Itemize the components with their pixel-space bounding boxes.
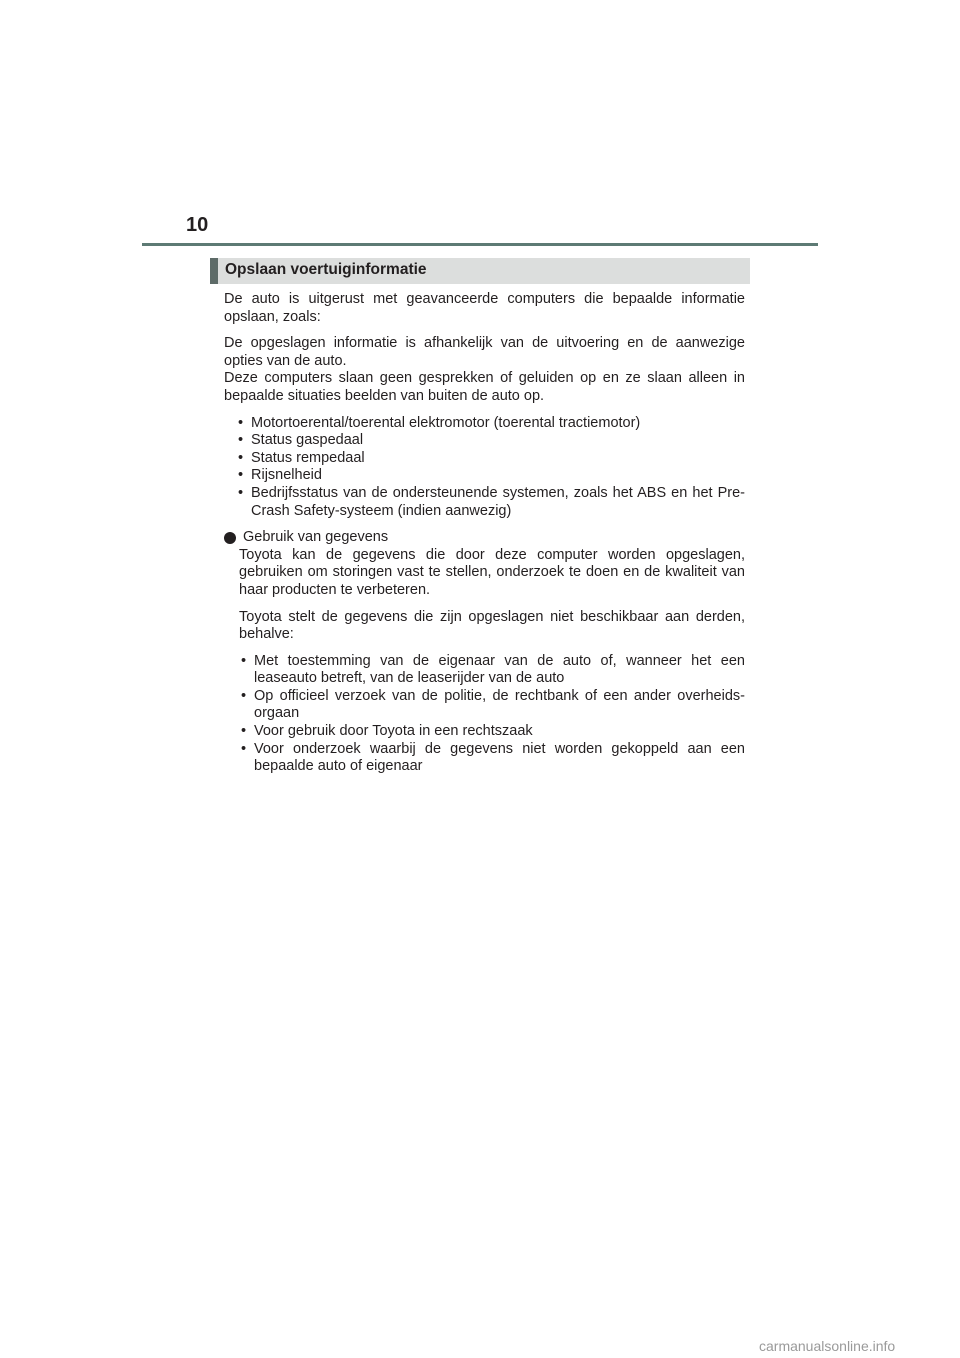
list-item: • Bedrijfsstatus van de ondersteunende systemen, zoals het ABS en het Pre-Crash Safety-systeem (indien aanwezig): [238, 484, 745, 519]
section-header: [210, 258, 750, 284]
intro-paragraph: De auto is uitgerust met geavanceerde computers die bepaalde informatie opslaan, zoals:: [224, 291, 745, 325]
usage-heading: Gebruik van gegevens: [224, 529, 745, 547]
filled-circle-icon: [224, 532, 236, 544]
body-content: [224, 291, 745, 776]
stored-items-list: [224, 415, 745, 521]
list-item: • Voor onderzoek waarbij de gegevens niet worden gekoppeld aan een bepaalde auto of eigenaar: [241, 740, 745, 775]
usage-paragraph: Toyota kan de gegevens die door deze computer worden opgeslagen, gebruiken om storingen vast te stellen, onderzoek te doen en de kwaliteit van haar producten te verbeteren.: [239, 546, 745, 598]
bullet-icon: •: [238, 414, 244, 431]
section-title: Opslaan voertuiginformatie: [225, 261, 427, 278]
header-rule: [142, 243, 818, 246]
intro-paragraph: De opgeslagen informatie is afhankelijk van de uitvoering en de aanwezige opties van de auto.: [224, 335, 745, 369]
usage-paragraph: Toyota stelt de gegevens die zijn opgeslagen niet beschikbaar aan derden, behalve:: [239, 608, 745, 643]
bullet-icon: •: [241, 723, 247, 740]
bullet-icon: •: [238, 484, 244, 501]
list-item: • Voor gebruik door Toyota in een rechtszaak: [241, 723, 533, 740]
list-item: • Status rempedaal: [238, 449, 365, 466]
page-number: 10: [186, 214, 209, 236]
intro-paragraph: Deze computers slaan geen gesprekken of geluiden op en ze slaan alleen in bepaalde situaties beelden van buiten de auto op.: [224, 370, 745, 404]
list-item: • Status gaspedaal: [238, 432, 364, 449]
bullet-icon: •: [241, 740, 247, 757]
bullet-icon: •: [238, 449, 244, 466]
list-item: • Met toestemming van de eigenaar van de auto of, wanneer het een leaseauto betreft, van de leaserijder van de auto: [241, 652, 745, 687]
exceptions-list: [239, 653, 745, 776]
bullet-icon: •: [238, 432, 244, 449]
usage-section: [224, 529, 745, 776]
list-item: • Rijsnelheid: [238, 467, 322, 484]
bullet-icon: •: [241, 687, 247, 704]
list-item: • Motortoerental/toerental elektromotor (toerental tractiemotor): [238, 414, 641, 431]
bullet-icon: •: [241, 652, 247, 669]
section-header-bar: [210, 258, 218, 284]
bullet-icon: •: [238, 467, 244, 484]
list-item: • Op officieel verzoek van de politie, de rechtbank of een ander overheids-orgaan: [241, 687, 745, 722]
watermark: carmanualsonline.info: [759, 1338, 896, 1354]
